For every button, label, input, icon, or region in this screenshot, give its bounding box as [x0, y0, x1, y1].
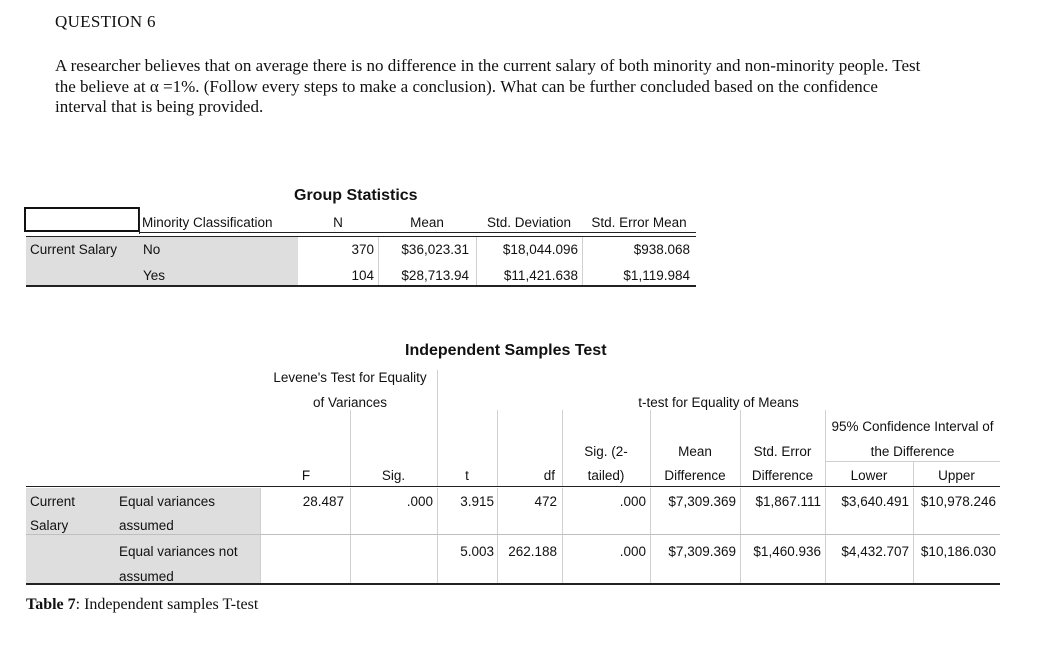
question-line-3: interval that is being provided.	[55, 97, 264, 116]
header-n: N	[333, 215, 343, 230]
header-underline	[140, 232, 696, 233]
header-lower: Lower	[850, 468, 888, 483]
caption-text: : Independent samples T-test	[75, 596, 259, 613]
ci-subrule	[825, 461, 1000, 462]
header-rule	[26, 236, 696, 237]
ci-header-line1: 95% Confidence Interval of	[831, 419, 994, 434]
table-caption	[26, 596, 258, 614]
header-sig2-line2: tailed)	[587, 468, 625, 483]
cell-sd: $11,421.638	[503, 268, 578, 283]
header-std-err-diff-line2: Difference	[751, 468, 814, 483]
row-label-line1: Equal variances	[119, 494, 216, 509]
group-stats-title: Group Statistics	[294, 187, 418, 204]
ci-header-line2: the Difference	[870, 444, 955, 459]
variable-label: Current Salary	[30, 242, 118, 257]
question-title: QUESTION 6	[55, 12, 156, 31]
ind-test-title: Independent Samples Test	[405, 342, 607, 359]
caption-label: Table 7	[26, 596, 76, 613]
cell-sd: $18,044.096	[502, 242, 578, 257]
ttest-header: t-test for Equality of Means	[638, 395, 799, 410]
header-mean: Mean	[410, 215, 444, 230]
variable-label-line2: Salary	[30, 518, 69, 533]
row-label-line1: Equal variances not	[119, 544, 238, 559]
cell-t: 5.003	[460, 544, 494, 559]
cell-lower: $4,432.707	[841, 544, 909, 559]
cell-n: 370	[351, 242, 374, 257]
cell-sig2: .000	[619, 544, 646, 559]
cell-lower: $3,640.491	[841, 494, 909, 509]
header-df: df	[543, 468, 555, 483]
header-rule	[26, 486, 1000, 487]
cell-se: $1,119.984	[623, 268, 690, 283]
header-upper: Upper	[938, 468, 975, 483]
row-label-line2: assumed	[119, 569, 174, 584]
cell-n: 104	[351, 268, 374, 283]
cell-df: 262.188	[508, 544, 557, 559]
header-sig2-line1: Sig. (2-	[584, 444, 628, 459]
header-mean-diff-line1: Mean	[678, 444, 712, 459]
question-line-2: the believe at α =1%. (Follow every steps to make a conclusion). What can be further concluded based on the confidence	[55, 76, 878, 96]
header-f: F	[301, 468, 311, 483]
cell-sig2: .000	[619, 494, 646, 509]
table-bottom-rule	[26, 285, 696, 287]
question-line-1: A researcher believes that on average there is no difference in the current salary of both minority and non-minority people. Test	[55, 56, 921, 75]
cell-df: 472	[534, 494, 557, 509]
cell-std-err-diff: $1,867.111	[755, 494, 821, 509]
header-t: t	[465, 468, 469, 483]
cell-t: 3.915	[460, 494, 494, 509]
header-vertical-rule	[139, 207, 140, 234]
header-std-error-mean: Std. Error Mean	[591, 215, 687, 230]
header-minority-classification: Minority Classification	[142, 215, 273, 230]
cell-mean: $28,713.94	[401, 268, 469, 283]
cell-upper: $10,978.246	[920, 494, 996, 509]
cell-se: $938.068	[633, 242, 690, 257]
cell-mean-diff: $7,309.369	[668, 544, 736, 559]
col-divider	[260, 488, 261, 584]
cell-mean: $36,023.31	[401, 242, 469, 257]
row-separator	[26, 534, 1000, 535]
header-sig: Sig.	[381, 468, 406, 483]
row-label-line2: assumed	[119, 518, 174, 533]
group-label: Yes	[143, 268, 166, 283]
levene-header-line2: of Variances	[312, 395, 388, 410]
header-std-err-diff-line1: Std. Error	[753, 444, 812, 459]
cell-sig: .000	[406, 494, 433, 509]
cell-mean-diff: $7,309.369	[668, 494, 736, 509]
levene-header-line1: Levene's Test for Equality	[273, 370, 427, 385]
group-label: No	[143, 242, 161, 257]
corner-box	[24, 207, 140, 232]
variable-label-line1: Current	[30, 494, 76, 509]
cell-f: 28.487	[302, 494, 344, 509]
header-std-deviation: Std. Deviation	[486, 215, 572, 230]
cell-upper: $10,186.030	[920, 544, 996, 559]
header-mean-diff-line2: Difference	[664, 468, 726, 483]
question-text	[55, 56, 1015, 118]
cell-std-err-diff: $1,460.936	[753, 544, 821, 559]
